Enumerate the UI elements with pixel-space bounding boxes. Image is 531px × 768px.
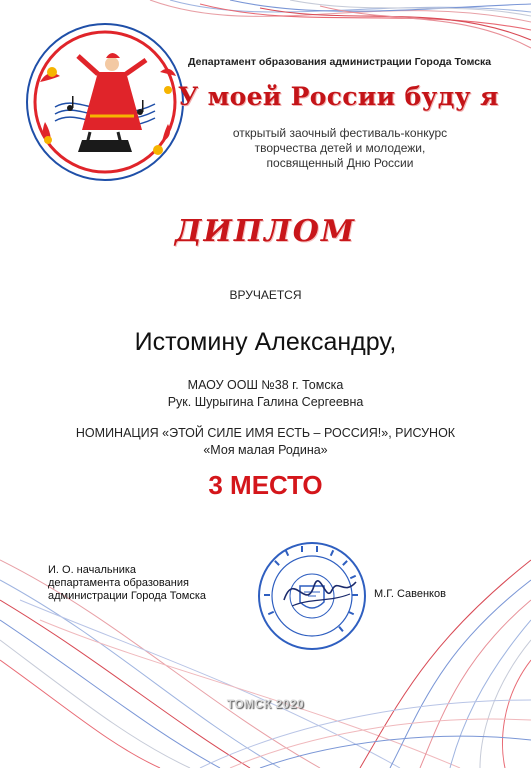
footer-city-year: ТОМСК 2020 xyxy=(226,697,305,711)
signer-name: М.Г. Савенков xyxy=(374,588,446,600)
festival-title: У моей России буду я xyxy=(178,82,499,111)
supervisor-line: Рук. Шурыгина Галина Сергеевна xyxy=(167,395,364,409)
place-award: 3 МЕСТО xyxy=(208,470,323,500)
organizer-line: Департамент образования администрации Города Томска xyxy=(188,56,492,68)
work-title: «Моя малая Родина» xyxy=(203,443,328,457)
diploma-title: ДИПЛОМ xyxy=(174,214,357,249)
subtitle-line-2: творчества детей и молодежи, xyxy=(254,141,426,155)
signer-position-line-1: И. О. начальника xyxy=(48,564,137,576)
subtitle-line-3: посвященный Дню России xyxy=(266,156,414,170)
handed-label: ВРУЧАЕТСЯ xyxy=(229,288,302,302)
signer-position-line-2: департамента образования xyxy=(48,577,189,589)
recipient-name: Истомину Александру, xyxy=(134,328,397,356)
subtitle-line-1: открытый заочный фестиваль-конкурс xyxy=(232,126,448,140)
signer-position-line-3: администрации Города Томска xyxy=(48,590,207,602)
school-line: МАОУ ООШ №38 г. Томска xyxy=(187,378,344,392)
signature-scribble-icon xyxy=(280,560,360,620)
nomination-line: НОМИНАЦИЯ «ЭТОЙ СИЛЕ ИМЯ ЕСТЬ – РОССИЯ!», РИСУНОК xyxy=(75,426,456,440)
folk-dancer-emblem-icon xyxy=(20,12,190,192)
